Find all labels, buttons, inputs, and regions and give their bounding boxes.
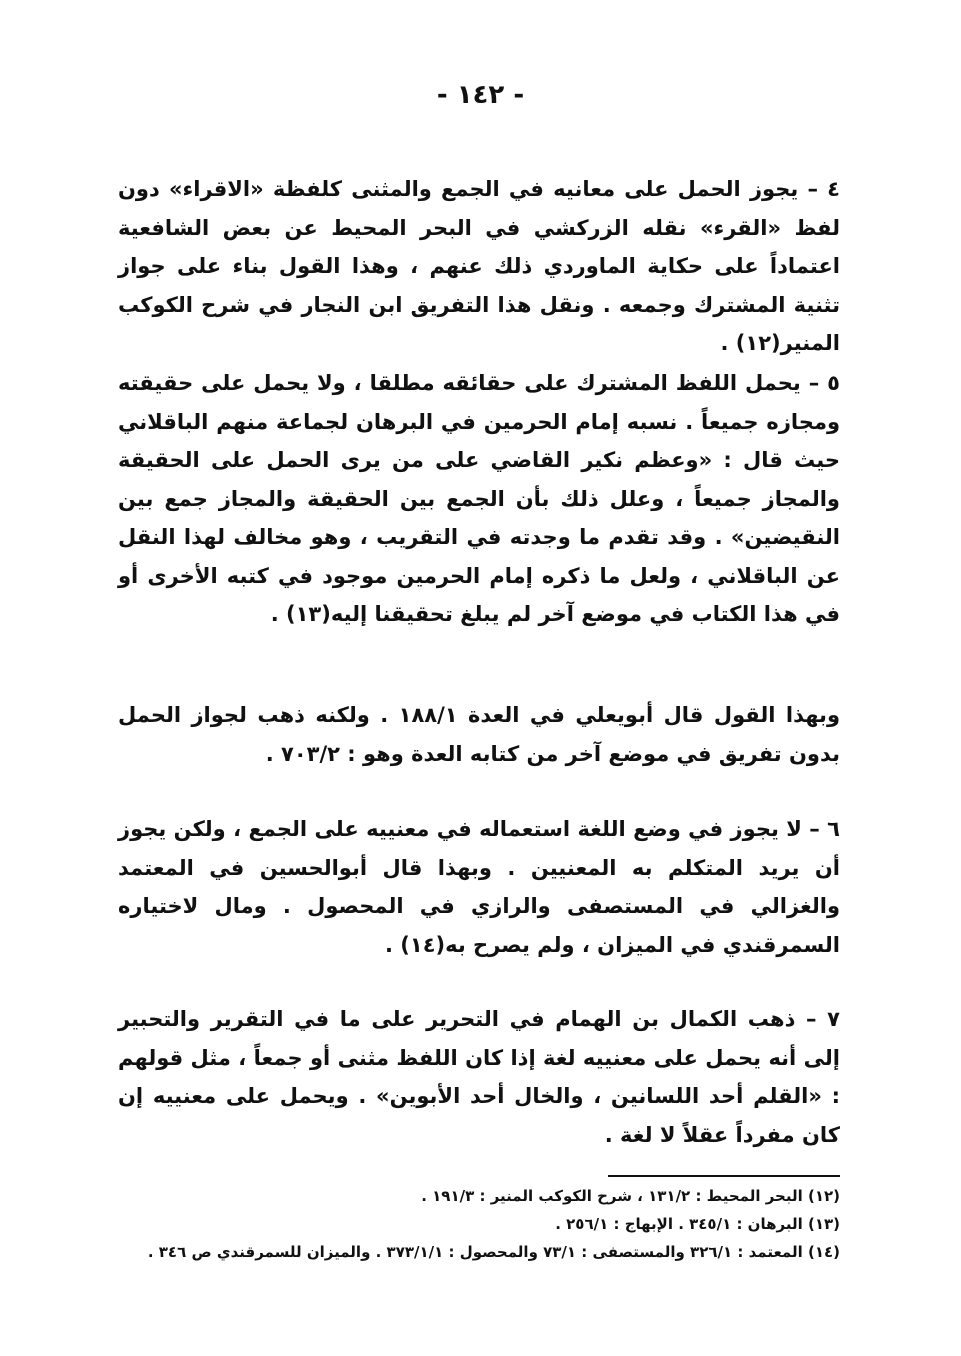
footnote-13: (١٣) البرهان : ٣٤٥/١ . الإبهاج : ٢٥٦/١ .: [555, 1215, 840, 1233]
paragraph-point-5: ٥ – يحمل اللفظ المشترك على حقائقه مطلقا ، ولا يحمل على حقيقته ومجازه جميعاً . نسبه إمام الحرمين في البرهان لجماعة منهم الباقلاني حيث قال : «وعظم نكير القاضي على من يرى الحمل على الحقيقة والمجاز جميعاً ، وعلل ذلك بأن الجمع بين الحقيقة والمجاز جمع بين النقيضين» . وقد تقدم ما وجدته في التقريب ، وهو مخالف لهذا النقل عن الباقلاني ، ولعل ما ذكره إمام الحرمين موجود في كتبه الأخرى أو في هذا الكتاب في موضع آخر لم يبلغ تحقيقنا إليه(١٣) .: [118, 371, 840, 626]
footnote-14: (١٤) المعتمد : ٣٢٦/١ والمستصفى : ٧٣/١ والمحصول : ٣٧٣/١/١ . والميزان للسمرقندي ص ٣٤٦ .: [147, 1243, 840, 1261]
paragraph-point-7: ٧ – ذهب الكمال بن الهمام في التحرير على ما في التقرير والتحبير إلى أنه يحمل على معنييه لغة إذا كان اللفظ مثنى أو جمعاً ، مثل قولهم : «القلم أحد اللسانين ، والخال أحد الأبوين» . ويحمل على معنييه إن كان مفرداً عقلاً لا لغة .: [118, 1007, 840, 1147]
footnotes: [118, 1182, 840, 1266]
footnote-divider: [608, 1175, 840, 1177]
paragraph-abu-yala: وبهذا القول قال أبويعلي في العدة ١٨٨/١ . ولكنه ذهب لجواز الحمل بدون تفريق في موضع آخر من كتابه العدة وهو : ٧٠٣/٢ .: [118, 703, 840, 766]
paragraph-point-6: ٦ – لا يجوز في وضع اللغة استعماله في معنييه على الجمع ، ولكن يجوز أن يريد المتكلم به المعنيين . وبهذا قال أبوالحسين في المعتمد والغزالي في المستصفى والرازي في المحصول . ومال لاختياره السمرقندي في الميزان ، ولم يصرح به(١٤) .: [118, 817, 840, 957]
page-number: - ١٤٢ -: [436, 80, 525, 110]
footnote-12: (١٢) البحر المحيط : ١٣١/٢ ، شرح الكوكب المنير : ١٩١/٣ .: [421, 1187, 840, 1205]
paragraph-point-4: ٤ – يجوز الحمل على معانيه في الجمع والمثنى كلفظة «الاقراء» دون لفظ «القرء» نقله الزركشي في البحر المحيط عن بعض الشافعية اعتماداً على حكاية الماوردي ذلك عنهم ، وهذا القول بناء على جواز تثنية المشترك وجمعه . ونقل هذا التفريق ابن النجار في شرح الكوكب المنير(١٢) .: [118, 177, 840, 355]
